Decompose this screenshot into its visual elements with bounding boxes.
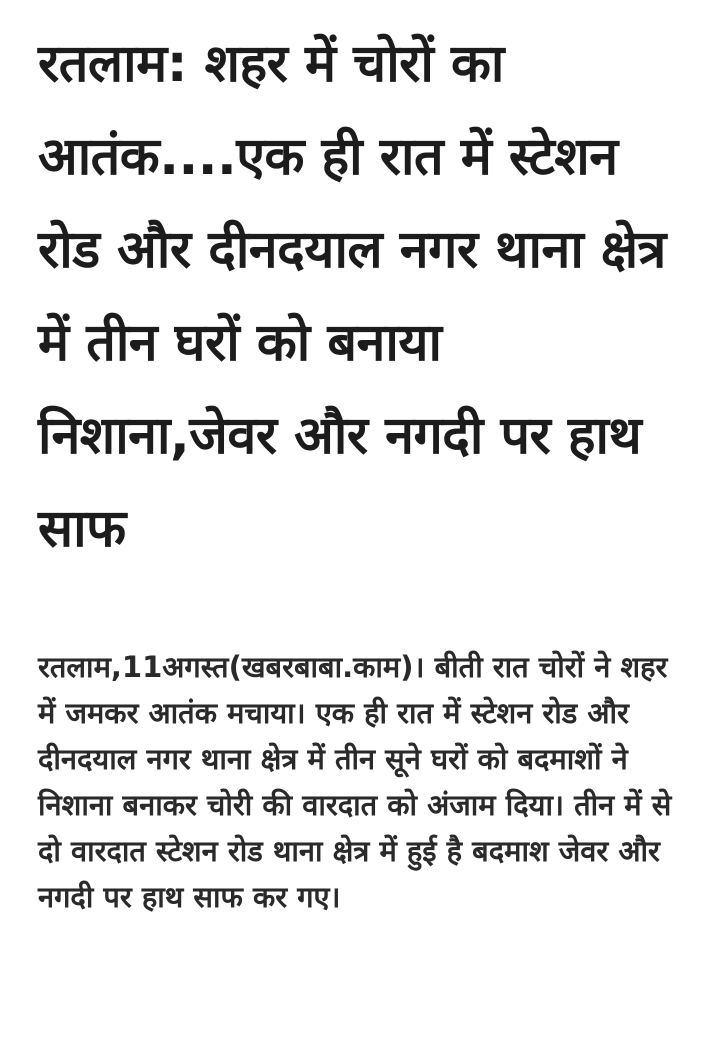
article-body: रतलाम,11अगस्त(खबरबाबा.काम)। बीती रात चोरों ने शहर में जमकर आतंक मचाया। एक ही रात में स्टेशन रोड और दीनदयाल नगर थाना क्षेत्र में तीन सूने घरों को बदमाशों ने निशाना बनाकर चोरी की वारदात को अंजाम दिया। तीन में से दो वारदात स्टेशन रोड थाना क्षेत्र में हुई है बदमाश जेवर और नगदी पर हाथ साफ कर गए। [38,650,672,914]
article-headline: रतलाम: शहर में चोरों का आतंक....एक ही रात में स्टेशन रोड और दीनदयाल नगर थाना क्षेत्र में तीन घरों को बनाया निशाना,जेवर और नगदी पर हाथ साफ [38,34,666,559]
news-article [38,18,688,920]
